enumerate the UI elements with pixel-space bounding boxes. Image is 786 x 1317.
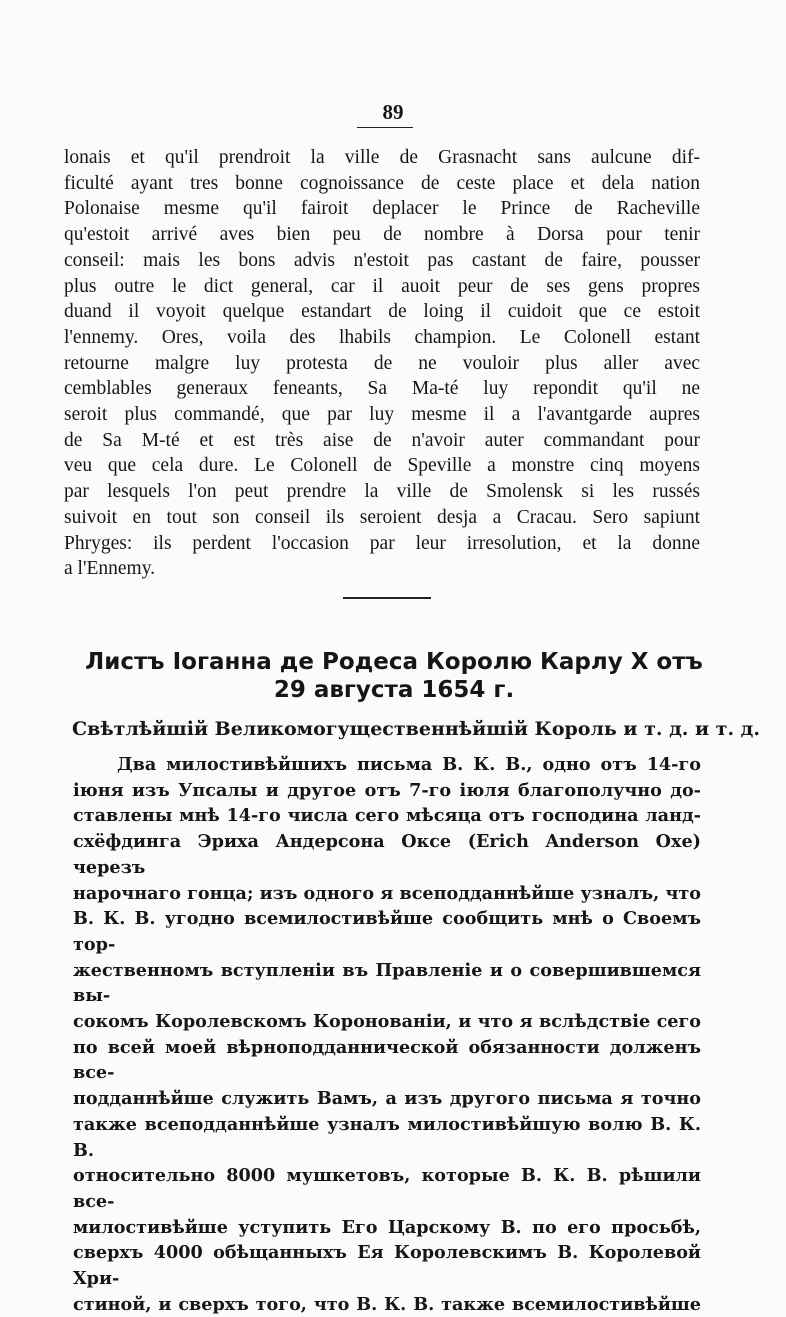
letter-title-line: Листъ Іоганна де Родеса Королю Карлу X отъ: [85, 649, 703, 675]
body-line: схёфдинга Эриха Андерсона Оксе (Erich Anderson Oxe) черезъ: [73, 831, 701, 878]
latin-line: lonais et qu'il prendroit la ville de Grasnacht sans aulcune dif-: [64, 147, 700, 168]
body-line: по всей моей вѣрноподданнической обязанности долженъ все-: [73, 1036, 701, 1084]
latin-line: veu que cela dure. Le Colonell de Speville a monstre cinq moyens: [64, 455, 700, 477]
latin-line: Polonaise mesme qu'il fairoit deplacer le Prince de Racheville: [64, 198, 700, 220]
page-number: 89: [382, 100, 404, 124]
body-line: Два милостивѣйшихъ письма В. К. В., одно отъ 14-го: [117, 754, 701, 775]
salutation: Свѣтлѣйшій Великомогущественнѣйшій Король и т. д. и т. д.: [72, 718, 760, 740]
latin-line: par lesquels l'on peut prendre la ville de Smolensk si les russés: [64, 481, 700, 503]
page-number-rule: [357, 127, 413, 128]
body-line: относительно 8000 мушкетовъ, которые В. К. В. рѣшили все-: [73, 1165, 701, 1212]
latin-line: de Sa M-té et est très aise de n'avoir auter commandant pour: [64, 429, 700, 451]
latin-line: retourne malgre luy protesta de ne vouloir plus aller avec: [64, 352, 700, 374]
latin-line: conseil: mais les bons advis n'estoit pas castant de faire, pousser: [64, 249, 700, 271]
body-line: также всеподданнѣйше узналъ милостивѣйшую волю В. К. В.: [73, 1113, 701, 1161]
body-line: жественномъ вступленіи въ Правленіе и о совершившемся вы-: [73, 959, 701, 1007]
letter-title: [64, 648, 724, 704]
body-line: стиной, и сверхъ того, что В. К. В. также всемилостивѣйше: [73, 1293, 701, 1315]
latin-line: ficulté ayant tres bonne cognoissance de ceste place et dela nation: [64, 172, 700, 194]
body-line: сверхъ 4000 обѣщанныхъ Ея Королевскимъ В. Королевой Хри-: [73, 1242, 701, 1290]
latin-text-block: [64, 145, 700, 582]
body-line: ставлены мнѣ 14-го числа сего мѣсяца отъ господина ланд-: [73, 805, 701, 827]
latin-line: Phryges: ils perdent l'occasion par leur irresolution, et la donne: [64, 532, 700, 554]
latin-line: seroit plus commandé, que par luy mesme il a l'avantgarde aupres: [64, 404, 700, 426]
letter-title-line: 29 августа 1654 г.: [273, 677, 515, 703]
latin-line: qu'estoit arrivé aves bien peu de nombre à Dorsa pour tenir: [64, 224, 700, 246]
latin-line: suivoit en tout son conseil ils seroient desja a Cracau. Sero sapiunt: [64, 506, 700, 528]
body-line: іюня изъ Упсалы и другое отъ 7-го іюля благополучно до-: [73, 779, 701, 801]
body-line: В. К. В. угодно всемилостивѣйше сообщить мнѣ о Своемъ тор-: [73, 908, 701, 955]
body-line: милостивѣйше уступить Его Царскому В. по его просьбѣ,: [73, 1216, 701, 1238]
latin-line: cemblables generaux feneants, Sa Ma-té luy repondit qu'il ne: [64, 378, 700, 400]
body-line: сокомъ Королевскомъ Коронованіи, и что я вслѣдствіе сего: [73, 1011, 701, 1033]
latin-line: l'ennemy. Ores, voila des lhabils champion. Le Colonell estant: [64, 326, 700, 348]
latin-line: plus outre le dict general, car il auoit peur de ses gens propres: [64, 275, 700, 297]
latin-line: duand il voyoit quelque estandart de loing il cuidoit que ce estoit: [64, 301, 700, 323]
body-line: нарочнаго гонца; изъ одного я всеподданнѣйше узналъ, что: [73, 882, 701, 904]
body-line: подданнѣйше служить Вамъ, а изъ другого письма я точно: [73, 1088, 701, 1110]
latin-line: a l'Ennemy.: [64, 558, 156, 580]
letter-body: [73, 752, 701, 1317]
section-divider: [343, 597, 431, 599]
